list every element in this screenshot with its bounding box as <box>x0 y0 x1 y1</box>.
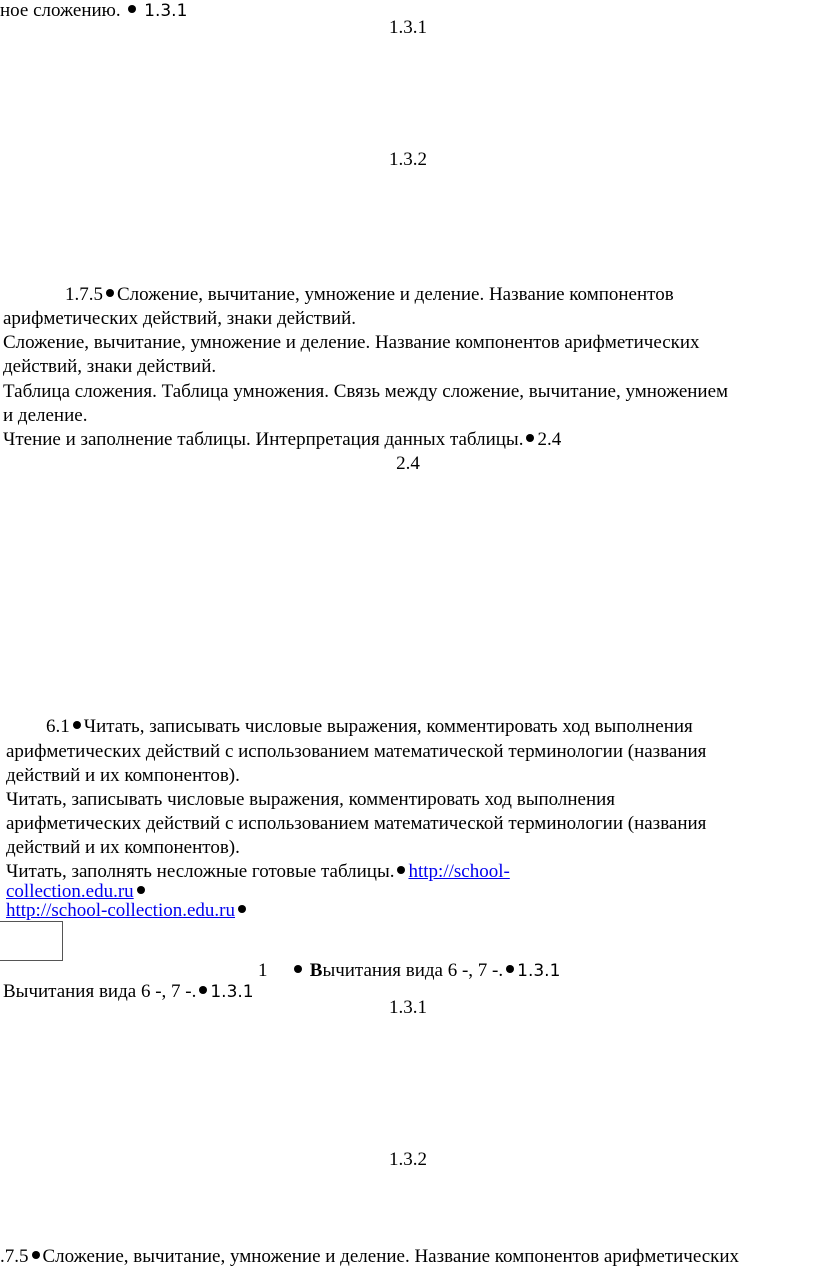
ref-number-centered: 1.3.1 <box>389 17 427 38</box>
bullet-icon <box>106 289 114 297</box>
lesson-number: 1 <box>258 960 268 981</box>
ref-number-centered: 1.3.2 <box>389 149 427 170</box>
line-text: Сложение, вычитание, умножение и деление. Название компонентов арифметических <box>42 1246 740 1267</box>
bullet-icon <box>526 434 534 442</box>
ref-number: 1.7.5 <box>65 284 103 305</box>
bullet-icon <box>199 986 207 994</box>
paragraph-line: Сложение, вычитание, умножение и деление. Название компонентов арифметических <box>3 332 700 353</box>
school-collection-link-part2[interactable]: collection.edu.ru <box>6 881 134 902</box>
paragraph-line: действий, знаки действий. <box>3 356 217 377</box>
ref-number: 1.3.1 <box>144 1 188 21</box>
ref-number: 1.3.1 <box>210 982 254 1002</box>
paragraph-line <box>6 861 510 883</box>
fragment-text: ное сложению. <box>0 0 121 21</box>
paragraph-line <box>46 716 693 738</box>
ref-number: 1.3.1 <box>517 961 561 981</box>
school-collection-link[interactable]: http://school-collection.edu.ru <box>6 900 236 921</box>
bullet-icon <box>506 965 514 973</box>
bullet-icon <box>137 886 145 894</box>
lesson-title-line <box>291 960 560 982</box>
title-text: ычитания вида 6 -, 7 -. <box>322 960 504 981</box>
paragraph-line: и деление. <box>3 405 88 426</box>
fragment-line <box>0 1246 739 1268</box>
paragraph-line: арифметических действий, знаки действий. <box>3 308 357 329</box>
line-text: Чтение и заполнение таблицы. Интерпретация данных таблицы. <box>3 429 524 450</box>
paragraph-line <box>65 284 674 306</box>
ref-number-centered: 1.3.2 <box>389 1149 427 1170</box>
paragraph-line: арифметических действий с использованием математической терминологии (названия <box>6 813 707 834</box>
paragraph-line: арифметических действий с использованием математической терминологии (названия <box>6 741 707 762</box>
paragraph-line: действий и их компонентов). <box>6 765 240 786</box>
paragraph-line <box>3 429 561 451</box>
bullet-icon <box>73 721 81 729</box>
bullet-icon <box>128 5 136 13</box>
paragraph-line: Таблица сложения. Таблица умножения. Связь между сложение, вычитание, умножением <box>3 381 729 402</box>
school-collection-link-part1[interactable]: http://school- <box>408 861 510 882</box>
ref-number-centered: 1.3.1 <box>389 997 427 1018</box>
ref-number: 6.1 <box>46 716 70 737</box>
ref-number: .7.5 <box>0 1246 29 1267</box>
bullet-icon <box>294 965 302 973</box>
line-text: Вычитания вида 6 -, 7 -. <box>3 981 197 1002</box>
ref-number: 2.4 <box>537 429 562 450</box>
ref-number-centered: 2.4 <box>396 453 420 474</box>
paragraph-line: действий и их компонентов). <box>6 837 240 858</box>
table-cell-box <box>0 921 63 961</box>
bullet-icon <box>32 1251 40 1259</box>
line-text: Читать, записывать числовые выражения, комментировать ход выполнения <box>83 716 693 737</box>
bullet-icon <box>238 905 246 913</box>
paragraph-line: Читать, записывать числовые выражения, комментировать ход выполнения <box>6 789 616 810</box>
line-text: Сложение, вычитание, умножение и деление. Название компонентов <box>117 284 674 305</box>
title-initial: В <box>309 960 323 981</box>
bullet-icon <box>397 866 405 874</box>
line-text: Читать, заполнять несложные готовые таблицы. <box>6 861 395 882</box>
paragraph-line <box>6 900 249 922</box>
